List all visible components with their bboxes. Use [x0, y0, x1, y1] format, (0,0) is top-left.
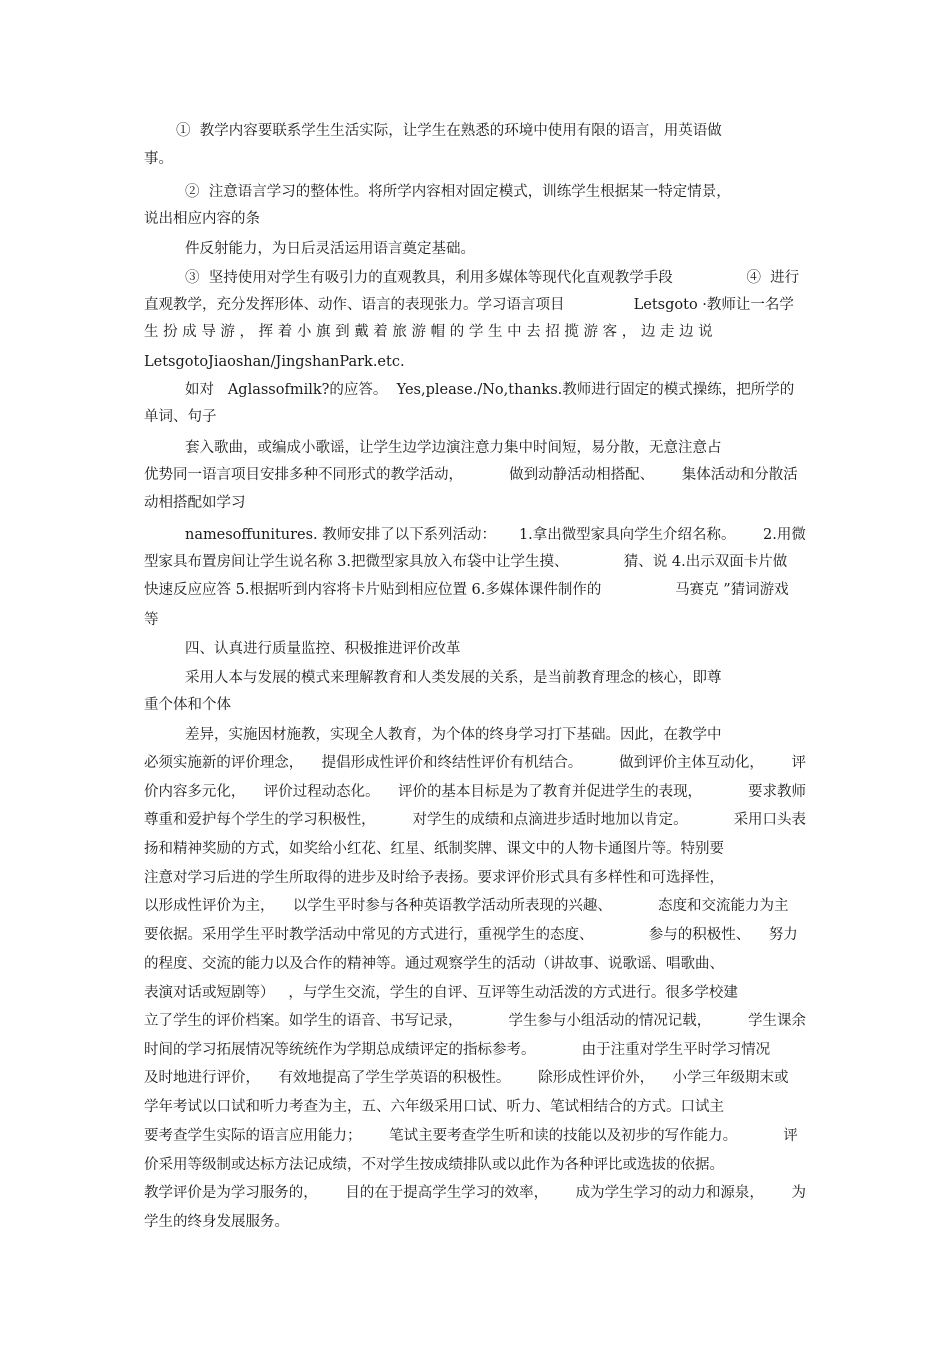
text-line: 以形成性评价为主， 以学生平时参与各种英语教学活动所表现的兴趣、 态度和交流能力为主	[144, 898, 789, 914]
text-line: namesoffunitures. 教师安排了以下系列活动： 1.拿出微型家具向学生介绍名称。 2.用微	[185, 527, 806, 543]
text-line: 动相搭配如学习	[144, 495, 246, 511]
text-line: LetsgotoJiaoshan/JingshanPark.etc.	[144, 354, 405, 370]
text-line: 等	[144, 612, 159, 628]
text-line: 型家具布置房间让学生说名称 3.把微型家具放入布袋中让学生摸、 猜、说 4.出示双面卡片做	[144, 554, 788, 570]
text-line: 单词、句子	[144, 409, 217, 425]
text-line: 时间的学习拓展情况等统统作为学期总成绩评定的指标参考。 由于注重对学生平时学习情况	[144, 1042, 771, 1058]
text-line: 要考查学生实际的语言应用能力； 笔试主要考查学生听和读的技能以及初步的写作能力。 评	[144, 1128, 798, 1144]
text-line: 直观教学，充分发挥形体、动作、语言的表现张力。学习语言项目 Letsgoto ·教师让一名学	[144, 297, 794, 313]
text-line: 及时地进行评价， 有效地提高了学生学英语的积极性。 除形成性评价外， 小学三年级期末或	[144, 1070, 789, 1086]
text-line: ③ 坚持使用对学生有吸引力的直观教具，利用多媒体等现代化直观教学手段 ④ 进行	[185, 270, 800, 286]
text-line: 的程度、交流的能力以及合作的精神等。通过观察学生的活动（讲故事、说歌谣、唱歌曲、	[144, 956, 724, 972]
text-line: 价内容多元化， 评价过程动态化。 评价的基本目标是为了教育并促进学生的表现， 要求教师	[144, 784, 806, 800]
text-line: 尊重和爱护每个学生的学习积极性， 对学生的成绩和点滴进步适时地加以肯定。 采用口头表	[144, 812, 806, 828]
text-line: ② 注意语言学习的整体性。将所学内容相对固定模式，训练学生根据某一特定情景，	[185, 184, 731, 200]
text-line: 价采用等级制或达标方法记成绩，不对学生按成绩排队或以此作为各种评比或选拔的依据。	[144, 1157, 724, 1173]
text-line: 要依据。采用学生平时教学活动中常见的方式进行，重视学生的态度、 参与的积极性、 努力	[144, 927, 798, 943]
text-line: 采用人本与发展的模式来理解教育和人类发展的关系，是当前教育理念的核心，即尊	[185, 670, 722, 686]
text-line: 重个体和个体	[144, 697, 231, 713]
text-line: 学年考试以口试和听力考查为主，五、六年级采用口试、听力、笔试相结合的方式。口试主	[144, 1099, 724, 1115]
text-line: 教学评价是为学习服务的， 目的在于提高学生学习的效率， 成为学生学习的动力和源泉， 为	[144, 1185, 806, 1201]
text-line: 扬和精神奖励的方式，如奖给小红花、红星、纸制奖牌、课文中的人物卡通图片等。特别要	[144, 841, 724, 857]
section-heading: 四、认真进行质量监控、积极推进评价改革	[185, 641, 461, 657]
text-line: 快速反应应答 5.根据听到内容将卡片贴到相应位置 6.多媒体课件制作的 马赛克 ”猜词游戏	[144, 582, 789, 598]
text-line: 生 扮 成 导 游 ， 挥 着 小 旗 到 戴 着 旅 游 帽 的 学 生 中 去 招 揽 游 客 ， 边 走 边 说	[144, 324, 713, 340]
text-line: 套入歌曲，或编成小歌谣，让学生边学边演注意力集中时间短，易分散，无意注意占	[185, 440, 722, 456]
text-line: 学生的终身发展服务。	[144, 1214, 289, 1230]
text-line: 必须实施新的评价理念， 提倡形成性评价和终结性评价有机结合。 做到评价主体互动化， 评	[144, 755, 806, 771]
text-line: ① 教学内容要联系学生生活实际，让学生在熟悉的环境中使用有限的语言，用英语做	[176, 123, 722, 139]
text-line: 立了学生的评价档案。如学生的语音、书写记录， 学生参与小组活动的情况记载， 学生课余	[144, 1013, 806, 1029]
text-line: 注意对学习后进的学生所取得的进步及时给予表扬。要求评价形式具有多样性和可选择性，	[144, 870, 724, 886]
text-line: 如对 Aglassofmilk?的应答。 Yes,please./No,thanks.教师进行固定的模式操练，把所学的	[185, 382, 795, 398]
text-line: 事。	[144, 151, 173, 167]
text-line: 件反射能力，为日后灵活运用语言奠定基础。	[185, 241, 475, 257]
text-line: 差异，实施因材施教，实现全人教育，为个体的终身学习打下基础。因此，在教学中	[185, 727, 722, 743]
text-line: 优势同一语言项目安排多种不同形式的教学活动， 做到动静活动相搭配、 集体活动和分散活	[144, 467, 798, 483]
text-line: 说出相应内容的条	[144, 211, 260, 227]
text-line: 表演对话或短剧等） ，与学生交流，学生的自评、互评等生动活泼的方式进行。很多学校建	[144, 985, 738, 1001]
